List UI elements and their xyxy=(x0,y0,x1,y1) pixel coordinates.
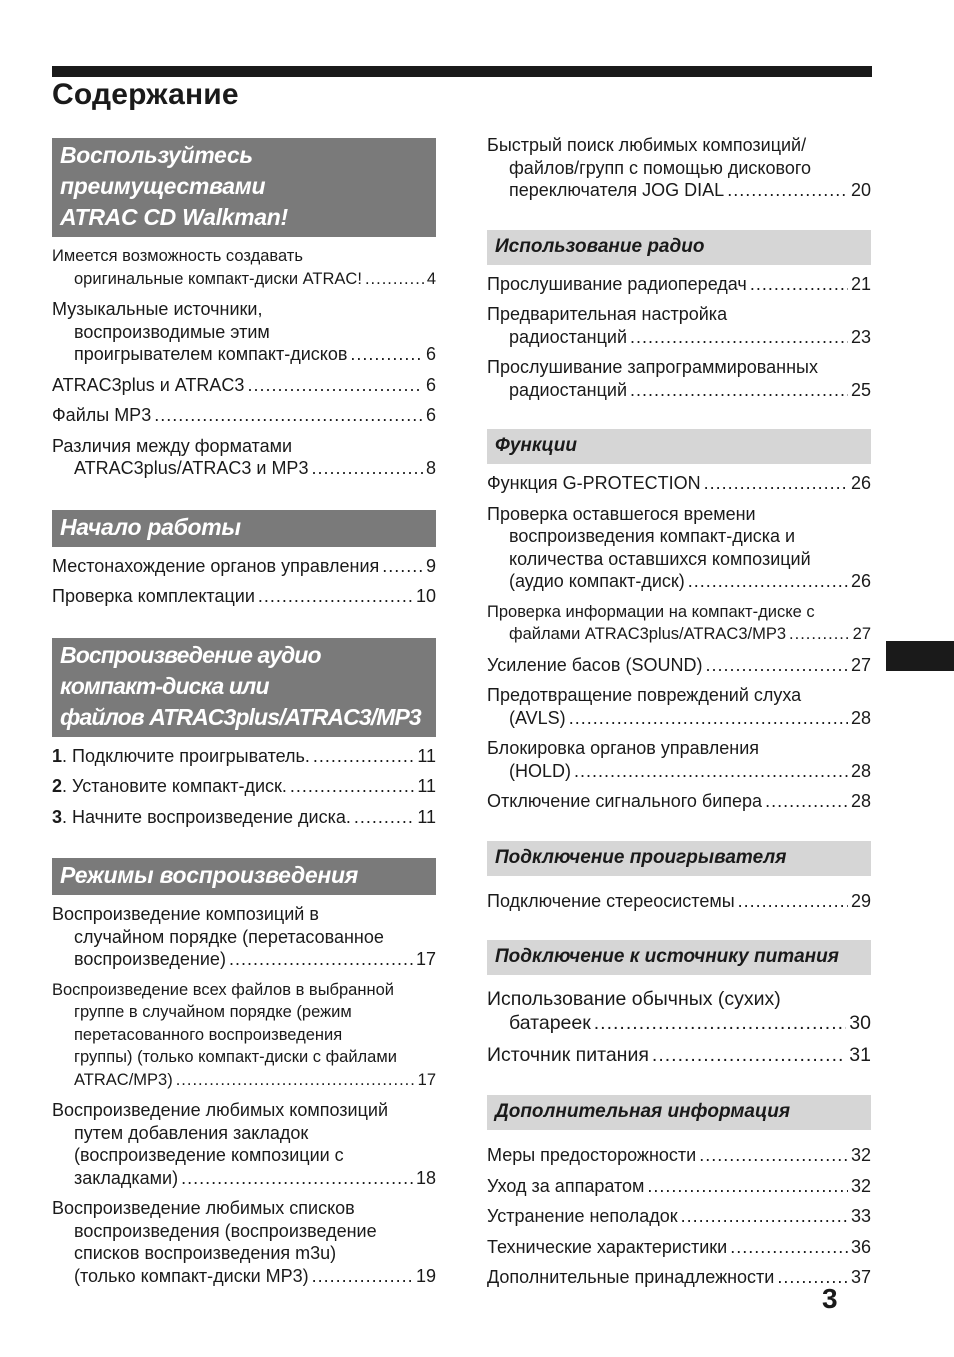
section-thumb-tab xyxy=(886,641,954,671)
leader-dots xyxy=(688,570,848,593)
entry-title: Подключите проигрыватель. xyxy=(72,745,310,766)
page-number: 30 xyxy=(849,1012,871,1034)
toc-entry[interactable] xyxy=(487,134,871,202)
toc-section xyxy=(487,429,871,813)
toc-entry[interactable] xyxy=(52,1099,436,1189)
leader-dots xyxy=(354,806,414,829)
leader-dots xyxy=(176,1069,415,1092)
toc-section xyxy=(487,940,871,1067)
entry-title: Устранение неполадок xyxy=(487,1206,678,1226)
toc-entry[interactable]: 1. Подключите проигрыватель. ..... 11 xyxy=(52,745,436,768)
step-number: 2 xyxy=(52,776,63,796)
entry-title: Прослушивание радиопередач xyxy=(487,273,747,294)
page-number: 20 xyxy=(850,180,871,200)
leader-dots xyxy=(727,179,848,202)
leader-dots xyxy=(313,745,414,768)
toc-entry[interactable] xyxy=(487,684,871,729)
leader-dots xyxy=(569,707,848,730)
entry-line: воспроизведения (воспроизведение xyxy=(74,1220,377,1241)
entry-line: Воспроизведение любимых композиций xyxy=(52,1100,389,1120)
toc-entry[interactable] xyxy=(52,435,436,480)
page-number: 31 xyxy=(849,1044,871,1066)
entry-title: (HOLD) xyxy=(509,760,571,781)
toc-entry[interactable] xyxy=(52,404,436,427)
entry-line: Блокировка органов управления xyxy=(487,738,760,758)
toc-entry[interactable] xyxy=(487,654,871,677)
entry-title: батареек xyxy=(509,1012,591,1034)
entry-line: Воспроизведение всех файлов в выбранной xyxy=(52,980,394,999)
page-title: Содержание xyxy=(52,78,239,111)
entry-line: файлов/групп с помощью дискового xyxy=(509,157,812,178)
entry-title: Усиление басов (SOUND) xyxy=(487,654,703,675)
page-number: 21 xyxy=(850,273,871,294)
leader-dots xyxy=(181,1167,413,1190)
entry-title: оригинальные компакт-диски ATRAC! xyxy=(74,269,362,288)
entry-title: Проверка комплектации xyxy=(52,586,255,606)
leader-dots xyxy=(574,760,848,783)
leader-dots xyxy=(699,1144,848,1167)
leader-dots xyxy=(704,472,848,495)
entry-line: Имеется возможность создавать xyxy=(52,247,303,265)
page-number: 32 xyxy=(850,1145,871,1165)
entry-line: Предварительная настройка xyxy=(487,304,728,324)
step-number: 3 xyxy=(52,806,63,827)
leader-dots xyxy=(594,1011,847,1035)
leader-dots xyxy=(681,1205,848,1228)
leader-dots xyxy=(789,623,850,646)
entry-title: Местонахождение органов управления xyxy=(52,555,380,576)
page-number: 17 xyxy=(415,949,436,969)
page-number: 26 xyxy=(850,571,871,591)
page-number: 6 xyxy=(425,374,436,395)
page-number: 4 xyxy=(426,269,436,288)
entry-title: ATRAC3plus и ATRAC3 xyxy=(52,374,245,395)
entry-title: радиостанций xyxy=(509,326,628,347)
toc-section xyxy=(487,841,871,913)
page-number: 33 xyxy=(850,1206,871,1226)
page-number: 6 xyxy=(425,344,436,364)
toc-entry[interactable] xyxy=(52,555,436,578)
entry-line: группе в случайном порядке (режим xyxy=(74,1003,352,1021)
toc-entry[interactable] xyxy=(52,1197,436,1287)
toc-entry[interactable] xyxy=(487,1236,871,1259)
entry-line: списков воспроизведения m3u) xyxy=(74,1243,337,1263)
toc-entry[interactable] xyxy=(487,1043,871,1067)
page-number: 27 xyxy=(852,625,871,643)
entry-line: Проверка информации на компакт-диске с xyxy=(487,602,815,621)
leader-dots xyxy=(311,457,423,480)
toc-entry[interactable] xyxy=(487,1175,871,1198)
entry-title: Подключение стереосистемы xyxy=(487,890,735,911)
entry-title: переключателя JOG DIAL xyxy=(509,180,725,200)
page-number: 29 xyxy=(850,890,871,911)
page-number: 8 xyxy=(425,458,436,478)
leader-dots xyxy=(350,343,423,366)
leader-dots xyxy=(630,326,848,349)
entry-title: Источник питания xyxy=(487,1044,649,1066)
section-header: Использование радио xyxy=(487,230,871,265)
toc-entry[interactable] xyxy=(52,374,436,397)
toc-entry[interactable] xyxy=(487,790,871,813)
leader-dots xyxy=(738,890,848,913)
leader-dots xyxy=(765,790,848,813)
entry-title: (AVLS) xyxy=(509,707,566,728)
section-header: Дополнительная информация xyxy=(487,1095,871,1130)
section-header: Воспользуйтесь преимуществами ATRAC CD Walkman! xyxy=(52,138,436,237)
entry-title: Отключение сигнального бипера xyxy=(487,791,763,811)
leader-dots xyxy=(705,654,847,677)
entry-title: ATRAC/MP3) xyxy=(74,1070,173,1089)
entry-line: Предотвращение повреждений слуха xyxy=(487,685,802,705)
toc-entry[interactable] xyxy=(52,903,436,971)
toc-entry[interactable] xyxy=(487,737,871,782)
page-number: 25 xyxy=(850,379,871,400)
page-number: 36 xyxy=(850,1236,871,1257)
entry-line: перетасованного воспроизведения xyxy=(74,1025,343,1044)
entry-title: (аудио компакт-диск) xyxy=(509,571,685,591)
entry-line: воспроизведения компакт-диска и xyxy=(509,526,796,546)
entry-title: файлами ATRAC3plus/ATRAC3/MP3 xyxy=(509,625,787,643)
toc-entry[interactable]: 3. Начните воспроизведение диска. ..... 11 xyxy=(52,806,436,829)
page-number: 26 xyxy=(850,473,871,493)
toc-left-column xyxy=(52,138,436,1295)
toc-section xyxy=(52,510,436,608)
leader-dots xyxy=(382,555,423,578)
page-number: 6 xyxy=(425,405,436,425)
entry-title: закладками) xyxy=(74,1167,179,1188)
page-number: 19 xyxy=(415,1265,436,1286)
entry-title: Начните воспроизведение диска. xyxy=(72,806,351,827)
leader-dots xyxy=(154,404,423,427)
entry-title: Установите компакт-диск. xyxy=(72,776,287,796)
top-rule xyxy=(52,66,872,77)
section-header: Воспроизведение аудио компакт-диска или файлов ATRAC3plus/ATRAC3/MP3 xyxy=(52,638,436,737)
entry-title: проигрывателем компакт-дисков xyxy=(74,344,348,364)
leader-dots xyxy=(290,775,414,798)
page-number: 18 xyxy=(415,1167,436,1188)
toc-entry[interactable] xyxy=(487,273,871,296)
toc-entry[interactable] xyxy=(487,303,871,348)
entry-line: Использование обычных (сухих) xyxy=(487,988,781,1010)
page-number: 32 xyxy=(850,1175,871,1196)
toc-entry[interactable] xyxy=(52,298,436,366)
entry-title: Файлы MP3 xyxy=(52,405,152,425)
toc-entry[interactable] xyxy=(487,601,871,646)
page-number: 28 xyxy=(850,791,871,811)
toc-entry[interactable]: 2. Установите компакт-диск. ..... 11 xyxy=(52,775,436,798)
leader-dots xyxy=(647,1175,848,1198)
section-header: Подключение к источнику питания xyxy=(487,940,871,975)
page-number: 27 xyxy=(850,654,871,675)
toc-entry[interactable] xyxy=(52,979,436,1092)
toc-entry[interactable] xyxy=(487,356,871,401)
page-number: 17 xyxy=(417,1070,436,1089)
leader-dots xyxy=(365,268,424,291)
toc-section xyxy=(52,638,436,829)
entry-title: Уход за аппаратом xyxy=(487,1175,645,1196)
entry-title: Функция G-PROTECTION xyxy=(487,473,701,493)
leader-dots xyxy=(730,1236,848,1259)
toc-entry[interactable] xyxy=(487,1144,871,1167)
page-number: 10 xyxy=(415,586,436,606)
entry-title: (только компакт-диски MP3) xyxy=(74,1265,309,1286)
leader-dots xyxy=(652,1043,846,1067)
leader-dots xyxy=(247,374,423,397)
page-number: 11 xyxy=(417,806,436,827)
toc-section xyxy=(487,1095,871,1289)
leader-dots xyxy=(258,585,413,608)
page-number-footer: 3 xyxy=(822,1283,838,1314)
leader-dots xyxy=(229,948,413,971)
section-header: Начало работы xyxy=(52,510,436,547)
entry-line: Прослушивание запрограммированных xyxy=(487,357,818,377)
section-header: Режимы воспроизведения xyxy=(52,858,436,895)
entry-title: ATRAC3plus/ATRAC3 и MP3 xyxy=(74,458,309,478)
leader-dots xyxy=(312,1265,413,1288)
leader-dots xyxy=(630,379,848,402)
page-number: 23 xyxy=(850,326,871,347)
toc-section xyxy=(487,230,871,402)
entry-line: путем добавления закладок xyxy=(74,1122,309,1143)
step-number: 1 xyxy=(52,745,63,766)
entry-line: Проверка оставшегося времени xyxy=(487,503,756,524)
entry-line: количества оставшихся композиций xyxy=(509,548,811,569)
entry-line: случайном порядке (перетасованное xyxy=(74,926,384,947)
entry-line: группы) (только компакт-диски с файлами xyxy=(74,1048,397,1066)
toc-section xyxy=(52,138,436,480)
entry-line: (воспроизведение композиции с xyxy=(74,1145,344,1165)
entry-line: Различия между форматами xyxy=(52,435,293,456)
toc-entry[interactable] xyxy=(487,1266,871,1289)
toc-entry[interactable] xyxy=(487,503,871,593)
section-header: Подключение проигрывателя xyxy=(487,841,871,876)
section-header: Функции xyxy=(487,429,871,464)
entry-title: Дополнительные принадлежности xyxy=(487,1267,775,1287)
entry-line: воспроизводимые этим xyxy=(74,321,270,342)
entry-line: Музыкальные источники, xyxy=(52,299,263,319)
entry-title: Меры предосторожности xyxy=(487,1145,697,1165)
toc-entry[interactable] xyxy=(52,585,436,608)
leader-dots xyxy=(750,273,848,296)
entry-title: Технические характеристики xyxy=(487,1236,728,1257)
page-number: 11 xyxy=(417,776,436,796)
page-number: 37 xyxy=(850,1267,871,1287)
entry-line: Воспроизведение любимых списков xyxy=(52,1198,355,1218)
toc-section xyxy=(52,858,436,1287)
entry-line: Быстрый поиск любимых композиций/ xyxy=(487,135,807,155)
page-number: 11 xyxy=(417,745,436,766)
toc-entry[interactable] xyxy=(52,245,436,290)
page-number: 9 xyxy=(425,555,436,576)
entry-title: воспроизведение) xyxy=(74,949,226,969)
page-number: 28 xyxy=(850,707,871,728)
entry-line: Воспроизведение композиций в xyxy=(52,904,319,924)
toc-right-column xyxy=(487,134,871,1297)
toc-entry[interactable] xyxy=(487,890,871,913)
toc-entry[interactable] xyxy=(487,1205,871,1228)
page-number: 28 xyxy=(850,760,871,781)
toc-entry[interactable] xyxy=(487,987,871,1035)
toc-entry[interactable] xyxy=(487,472,871,495)
entry-title: радиостанций xyxy=(509,379,628,400)
